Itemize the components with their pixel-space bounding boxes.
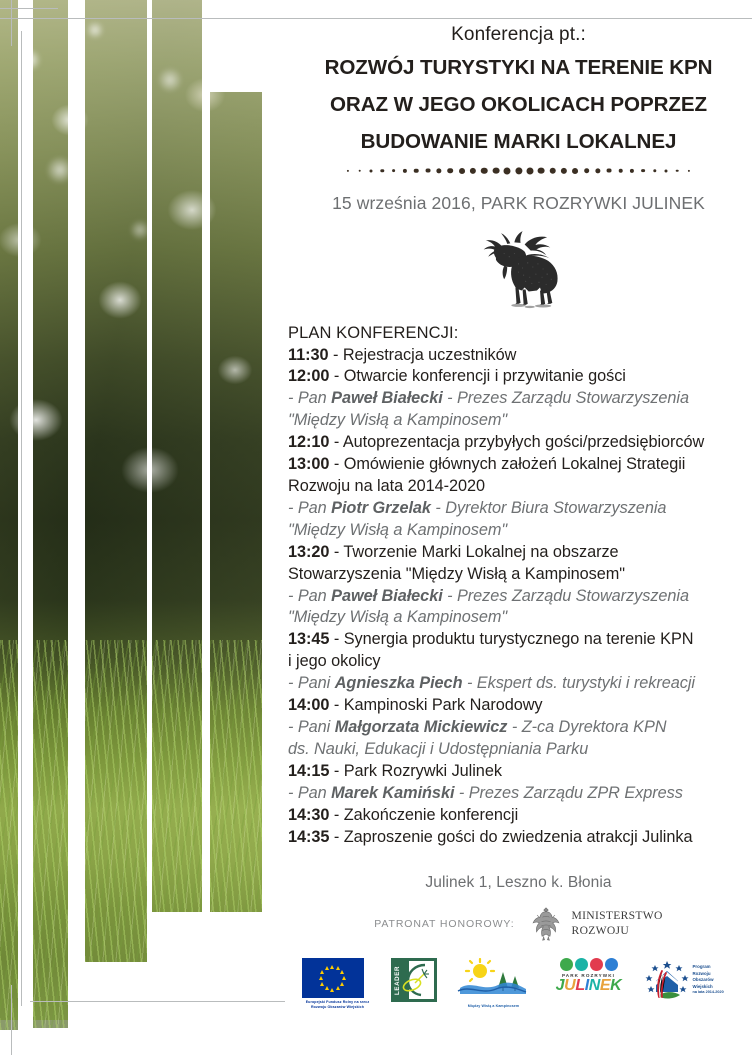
divider-dot <box>526 167 533 174</box>
program-heading: PLAN KONFERENCJI: <box>288 323 459 342</box>
mwak-icon <box>454 958 528 998</box>
leader-leaf-icon <box>391 958 437 1002</box>
guide-line-vertical <box>11 0 12 46</box>
program-item <box>288 345 742 367</box>
eu-star-icon <box>325 966 329 970</box>
title-line-2: ORAZ W JEGO OKOLICACH POPRZEZ <box>330 92 707 116</box>
divider-dot <box>481 167 488 174</box>
program-item-text: - Otwarcie konferencji i przywitanie gości <box>329 367 626 386</box>
eu-star-icon <box>336 986 340 990</box>
ministry-name <box>572 909 663 939</box>
prow-icon <box>644 959 690 1001</box>
eu-flag-icon <box>302 958 364 998</box>
eu-star-icon <box>330 988 334 992</box>
speaker-name: Piotr Grzelak <box>331 498 431 517</box>
leader-label: LEADER <box>393 965 401 995</box>
program-speaker <box>288 586 742 608</box>
eu-logo <box>302 958 374 1010</box>
ministry-line-2: ROZWOJU <box>571 924 630 937</box>
divider-dot <box>403 168 407 172</box>
program-speaker <box>288 717 742 739</box>
guide-line-vertical <box>11 985 12 1055</box>
prow-line-3: Obszarów <box>692 977 714 983</box>
title-line-1: ROZWÓJ TURYSTYKI NA TERENIE KPN <box>324 56 713 79</box>
prow-line-2: Rozwoju <box>692 970 711 976</box>
guide-line-vertical <box>21 31 22 1006</box>
photo-strip-2 <box>33 0 68 1028</box>
prow-line-4: Wiejskich <box>692 983 713 989</box>
leader-icon <box>391 958 437 1002</box>
julinek-letter: J <box>555 977 565 994</box>
leader-logo <box>391 958 437 1013</box>
program-speaker-continuation: "Między Wisłą a Kampinosem" <box>288 520 508 539</box>
venue-address: Julinek 1, Leszno k. Błonia <box>425 874 612 892</box>
divider-dot <box>665 169 668 172</box>
patronage-row <box>285 905 752 943</box>
divider-dot <box>584 168 590 174</box>
program-item-time: 12:00 <box>288 367 330 386</box>
prow-logo <box>644 958 736 1002</box>
program-item <box>288 805 742 827</box>
divider-dot <box>448 168 454 174</box>
program-item-text: - Omówienie głównych założeń Lokalnej Strategii <box>329 455 686 474</box>
grass-texture <box>152 640 202 912</box>
ministry-line-1: MINISTERSTWO <box>571 909 663 923</box>
speaker-name: Paweł Białecki <box>331 586 443 605</box>
speaker-role: - Ekspert ds. turystyki i rekreacji <box>462 674 695 693</box>
speaker-name: Marek Kamiński <box>331 783 455 802</box>
eu-star-icon <box>325 986 329 990</box>
divider-dot <box>538 167 545 174</box>
grass-texture <box>210 640 262 912</box>
grass-texture <box>33 640 68 1028</box>
speaker-role: - Prezes Zarządu Stowarzyszenia <box>442 389 690 408</box>
program-speaker-continuation: "Między Wisłą a Kampinosem" <box>288 608 508 627</box>
program-speaker <box>288 673 742 695</box>
sponsor-logo-bar <box>285 958 752 1026</box>
bokeh-texture <box>33 0 68 330</box>
divider-dot <box>470 167 476 173</box>
program-item-text: - Autoprezentacja przybyłych gości/przedsiębiorców <box>329 433 705 452</box>
photo-strip-4 <box>152 0 202 912</box>
divider-dot <box>630 168 634 172</box>
program-item-continuation: Stowarzyszenia "Między Wisłą a Kampinosem" <box>288 564 626 583</box>
divider-dot <box>572 168 578 174</box>
speaker-name: Agnieszka Piech <box>334 674 463 693</box>
julinek-letter: I <box>584 977 589 994</box>
divider-dot <box>676 169 679 172</box>
eu-star-icon <box>330 965 334 969</box>
eu-star-icon <box>342 976 346 980</box>
conference-program <box>285 324 752 849</box>
bokeh-texture <box>0 0 18 330</box>
divider-dot <box>504 167 511 174</box>
guide-line-horizontal <box>0 8 58 9</box>
divider-dot <box>369 169 372 172</box>
photo-strip-1 <box>0 0 18 1030</box>
grass-texture <box>0 640 18 1030</box>
julinek-park-label: PARK ROZRYWKI <box>561 973 616 978</box>
divider-dot <box>358 169 361 172</box>
divider-dot <box>607 168 612 173</box>
prow-caption <box>693 964 724 996</box>
ministry-logo <box>529 905 663 943</box>
program-item-time: 13:20 <box>288 542 330 561</box>
speaker-prefix: - Pan <box>288 586 332 605</box>
program-item-time: 14:00 <box>288 696 330 715</box>
divider-dot <box>492 167 499 174</box>
dot-divider <box>343 165 695 177</box>
speaker-role: - Prezes Zarządu Stowarzyszenia <box>442 586 690 605</box>
julinek-circle-teal <box>575 958 588 971</box>
divider-dot <box>392 169 396 173</box>
divider-dot <box>641 169 645 173</box>
program-item-text: - Rejestracja uczestników <box>328 345 517 364</box>
speaker-prefix: - Pan <box>288 783 332 802</box>
program-item <box>288 827 742 849</box>
julinek-letter: L <box>575 977 585 994</box>
program-item <box>288 432 742 454</box>
bokeh-texture <box>85 0 147 330</box>
program-item-continuation: Rozwoju na lata 2014-2020 <box>288 477 485 496</box>
program-item-time: 13:00 <box>288 455 330 474</box>
prow-line-1: Program <box>692 963 711 969</box>
eu-logo-caption: Europejski Fundusz Rolny na rzecz Rozwoju Obszarów Wiejskich <box>305 1000 370 1009</box>
speaker-prefix: - Pani <box>288 674 335 693</box>
divider-dot <box>414 168 419 173</box>
program-item-text: - Park Rozrywki Julinek <box>329 761 502 780</box>
mwak-logo-caption: Między Wisłą a Kampinosem <box>467 1004 520 1008</box>
divider-dot <box>347 169 349 171</box>
divider-dot <box>515 167 522 174</box>
divider-dot <box>653 169 656 172</box>
julinek-letter: U <box>564 977 576 994</box>
title-line-3: BUDOWANIE MARKI LOKALNEJ <box>360 129 677 153</box>
divider-dot <box>381 169 384 172</box>
julinek-circle-green <box>560 958 573 971</box>
program-item-time: 14:35 <box>288 827 330 846</box>
eu-star-icon <box>320 970 324 974</box>
prow-years: na lata 2014-2020 <box>692 990 724 995</box>
grass-texture <box>85 640 147 962</box>
divider-dot <box>595 168 600 173</box>
speaker-name: Małgorzata Mickiewicz <box>334 717 508 736</box>
program-speaker <box>288 498 742 520</box>
guide-line-horizontal <box>30 1001 285 1002</box>
divider-dot <box>618 168 623 173</box>
eu-star-icon <box>340 970 344 974</box>
program-list <box>288 345 742 849</box>
julinek-letter: N <box>588 977 600 994</box>
program-item <box>288 761 742 783</box>
program-item-time: 14:15 <box>288 761 330 780</box>
program-speaker-continuation: ds. Nauki, Edukacji i Udostępniania Parku <box>288 739 589 758</box>
bokeh-texture <box>210 92 262 330</box>
julinek-logo <box>551 958 627 995</box>
photo-strip-5 <box>210 92 262 912</box>
subtitle-date-venue: 15 września 2016, PARK ROZRYWKI JULINEK <box>332 192 705 213</box>
photo-strip-3 <box>85 0 147 962</box>
divider-dot <box>436 168 441 173</box>
eu-star-icon <box>320 982 324 986</box>
program-speaker-continuation: "Między Wisłą a Kampinosem" <box>288 411 508 430</box>
program-item-text: - Zakończenie konferencji <box>329 805 519 824</box>
bokeh-texture <box>152 0 202 330</box>
program-item-time: 12:10 <box>288 433 330 452</box>
kicker-text: Konferencja pt.: <box>451 24 586 45</box>
page-title <box>285 53 752 157</box>
speaker-role: - Z-ca Dyrektora KPN <box>507 717 667 736</box>
moose-illustration <box>465 226 573 310</box>
divider-dot <box>459 168 465 174</box>
julinek-letter: K <box>610 977 622 994</box>
speaker-prefix: - Pan <box>288 498 332 517</box>
program-item-text: - Synergia produktu turystycznego na terenie KPN <box>329 630 694 649</box>
julinek-letter: E <box>599 977 611 994</box>
program-item-time: 11:30 <box>288 345 329 364</box>
julinek-circle-red <box>590 958 603 971</box>
divider-dot <box>549 167 556 174</box>
speaker-role: - Dyrektor Biura Stowarzyszenia <box>430 498 667 517</box>
program-item <box>288 542 742 564</box>
program-item-time: 13:45 <box>288 630 330 649</box>
mwak-logo <box>454 958 534 1009</box>
guide-line-horizontal <box>0 18 285 19</box>
patronage-label: PATRONAT HONOROWY: <box>374 918 515 930</box>
content-column <box>285 0 752 1055</box>
divider-dot <box>688 169 690 171</box>
polish-eagle-icon <box>529 905 563 943</box>
julinek-wordmark <box>551 977 627 995</box>
program-item <box>288 629 742 651</box>
speaker-role: - Prezes Zarządu ZPR Express <box>454 783 683 802</box>
program-item-continuation: i jego okolicy <box>288 652 381 671</box>
program-speaker <box>288 783 742 805</box>
divider-dot <box>561 167 567 173</box>
program-item <box>288 695 742 717</box>
program-item-time: 14:30 <box>288 805 330 824</box>
divider-dot <box>425 168 430 173</box>
julinek-icon-row <box>551 958 627 971</box>
program-item-text: - Kampinoski Park Narodowy <box>329 696 543 715</box>
speaker-prefix: - Pan <box>288 389 332 408</box>
program-item-text: - Tworzenie Marki Lokalnej na obszarze <box>329 542 619 561</box>
eu-star-icon <box>319 976 323 980</box>
program-speaker <box>288 388 742 410</box>
program-item <box>288 454 742 476</box>
program-item <box>288 366 742 388</box>
julinek-circle-blue <box>605 958 618 971</box>
eu-star-icon <box>340 982 344 986</box>
program-item-text: - Zaproszenie gości do zwiedzenia atrakcji Julinka <box>329 827 693 846</box>
speaker-name: Paweł Białecki <box>331 389 443 408</box>
photo-collage <box>0 0 285 1055</box>
speaker-prefix: - Pani <box>288 717 335 736</box>
